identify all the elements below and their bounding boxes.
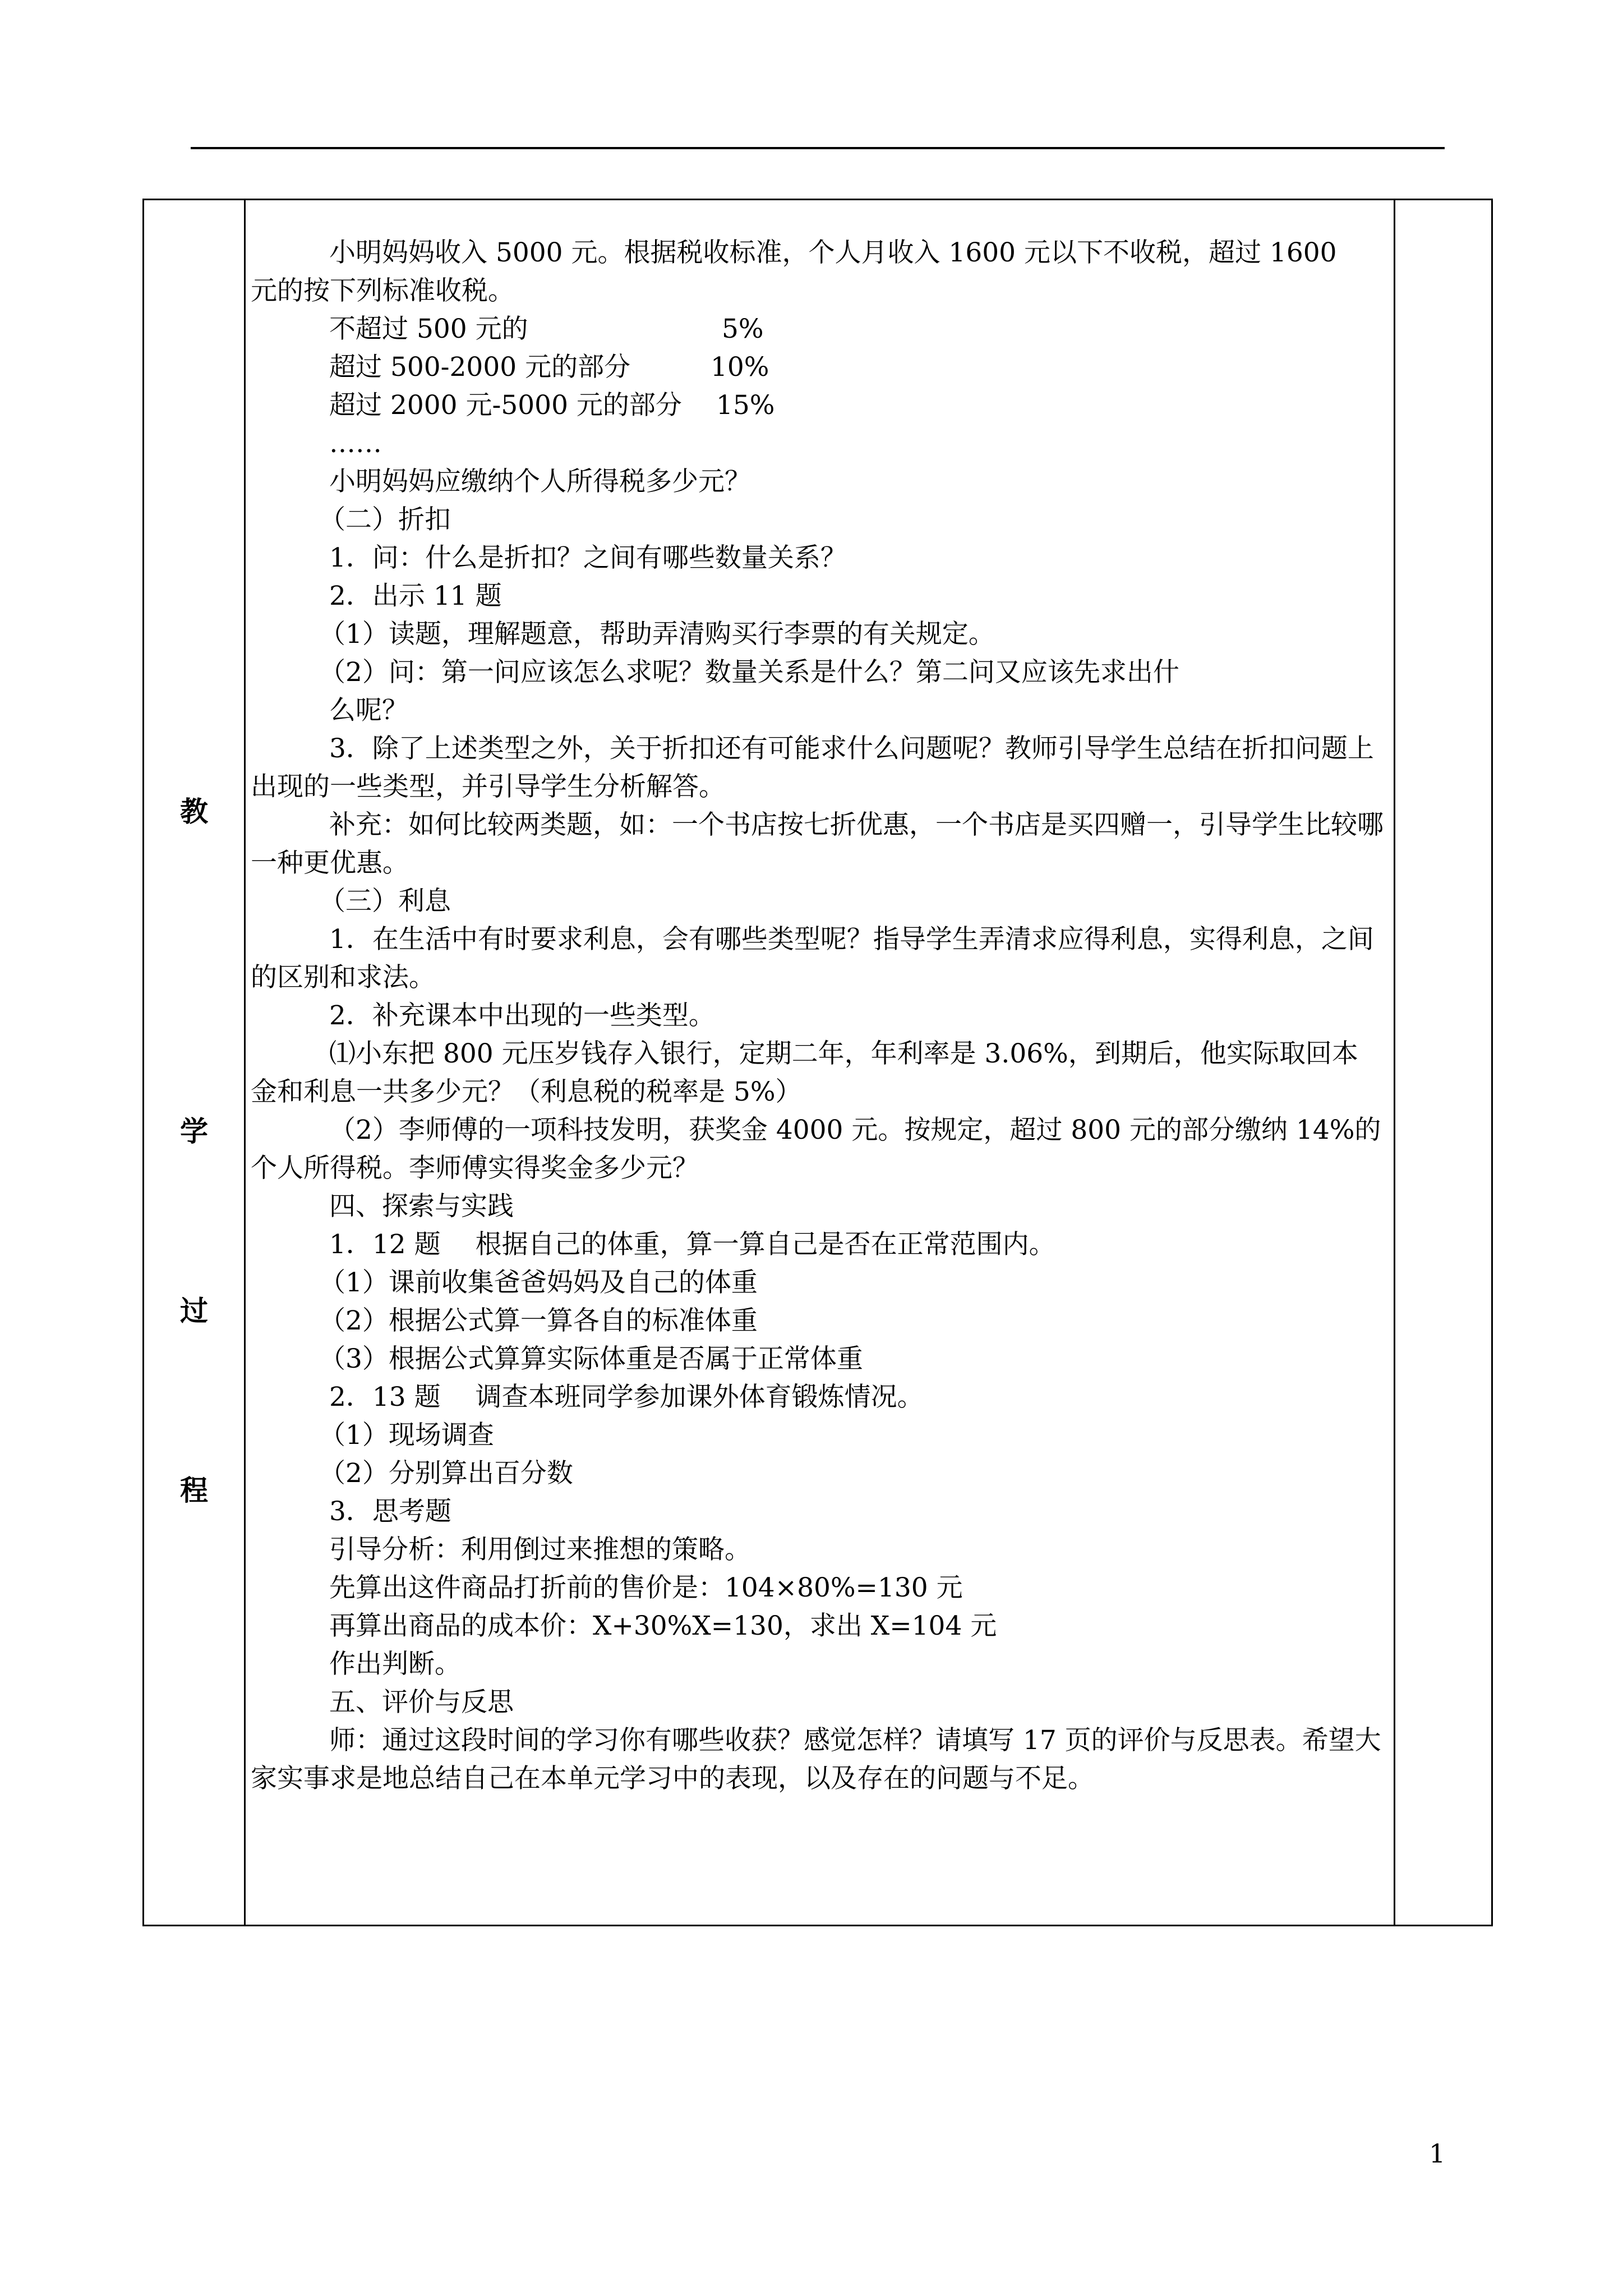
tax-bracket-label: 超过 2000 元-5000 元的部分 [329,390,682,421]
section-heading: 五、评价与反思 [329,1687,514,1718]
section-heading: （二）折扣 [319,504,451,535]
column-divider-left [244,200,246,1925]
paragraph-line: 先算出这件商品打折前的售价是：104×80%=130 元 [329,1572,963,1603]
ellipsis: …… [329,428,382,459]
paragraph-line: 3．思考题 [329,1496,451,1527]
question-line: 小明妈妈应缴纳个人所得税多少元？ [329,466,751,497]
lesson-content [251,234,1384,1798]
paragraph-line: 再算出商品的成本价：X+30%X=130，求出 X=104 元 [329,1611,997,1641]
side-label-char: 学 [180,1115,208,1148]
paragraph-line: 引导分析：利用倒过来推想的策略。 [329,1534,751,1565]
paragraph-line: 1．问：什么是折扣？之间有哪些数量关系？ [329,542,847,573]
tax-bracket-label: 超过 500-2000 元的部分 [329,352,631,383]
paragraph: （2）李师傅的一项科技发明，获奖金 4000 元。按规定，超过 800 元的部分缴纳 14%的个人所得税。李师傅实得奖金多少元？ [251,1115,1381,1184]
paragraph: ⑴小东把 800 元压岁钱存入银行，定期二年，年利率是 3.06%，到期后，他实际取回本金和利息一共多少元？（利息税的税率是 5%） [251,1038,1358,1107]
paragraph: 3．除了上述类型之外，关于折扣还有可能求什么问题呢？教师引导学生总结在折扣问题上出现的一些类型，并引导学生分析解答。 [251,733,1374,802]
column-divider-right [1394,200,1395,1925]
paragraph: 1．在生活中有时要求利息，会有哪些类型呢？指导学生弄清求应得利息，实得利息，之间的区别和求法。 [251,924,1374,993]
paragraph-line: 小明妈妈收入 5000 元。根据税收标准，个人月收入 1600 元以下不收税，超过 1600 [329,237,1337,268]
tax-row [251,386,1384,425]
paragraph-line: 2．出示 11 题 [329,581,502,611]
paragraph-line: 元的按下列标准收税。 [251,275,514,306]
section-heading: （三）利息 [319,886,451,917]
tax-rate: 5% [722,314,764,344]
paragraph-line: 2．13 题 调查本班同学参加课外体育锻炼情况。 [329,1382,924,1412]
paragraph-line: 么呢？ [329,695,408,726]
side-label-char: 过 [180,1294,208,1327]
page-number: 1 [1429,2138,1446,2169]
tax-row [251,310,1384,348]
paragraph-line: （2）根据公式算一算各自的标准体重 [319,1305,758,1336]
tax-rate: 15% [716,390,775,421]
tax-bracket-label: 不超过 500 元的 [329,314,528,344]
paragraph-line: 2．补充课本中出现的一些类型。 [329,1000,715,1031]
paragraph-line: 作出判断。 [329,1649,461,1680]
paragraph-line: （1）课前收集爸爸妈妈及自己的体重 [319,1267,758,1298]
side-label-char: 程 [180,1474,208,1507]
side-label-char: 教 [180,795,208,828]
paragraph-line: （1）读题，理解题意，帮助弄清购买行李票的有关规定。 [319,619,995,650]
paragraph-line: （3）根据公式算算实际体重是否属于正常体重 [319,1343,863,1374]
tax-row [251,348,1384,386]
section-heading: 四、探索与实践 [329,1191,514,1222]
paragraph: 师：通过这段时间的学习你有哪些收获？感觉怎样？请填写 17 页的评价与反思表。希望大家实事求是地总结自己在本单元学习中的表现，以及存在的问题与不足。 [251,1725,1381,1794]
paragraph-line: 1．12 题 根据自己的体重，算一算自己是否在正常范围内。 [329,1229,1055,1260]
paragraph-line: （2）分别算出百分数 [319,1458,573,1489]
paragraph-line: （1）现场调查 [319,1420,494,1451]
paragraph: 补充：如何比较两类题，如：一个书店按七折优惠，一个书店是买四赠一，引导学生比较哪一种更优惠。 [251,809,1384,878]
lesson-table [142,199,1493,1926]
paragraph-line: （2）问：第一问应该怎么求呢？数量关系是什么？第二问又应该先求出什 [319,657,1179,688]
tax-rate: 10% [711,352,769,383]
header-rule [191,147,1445,149]
